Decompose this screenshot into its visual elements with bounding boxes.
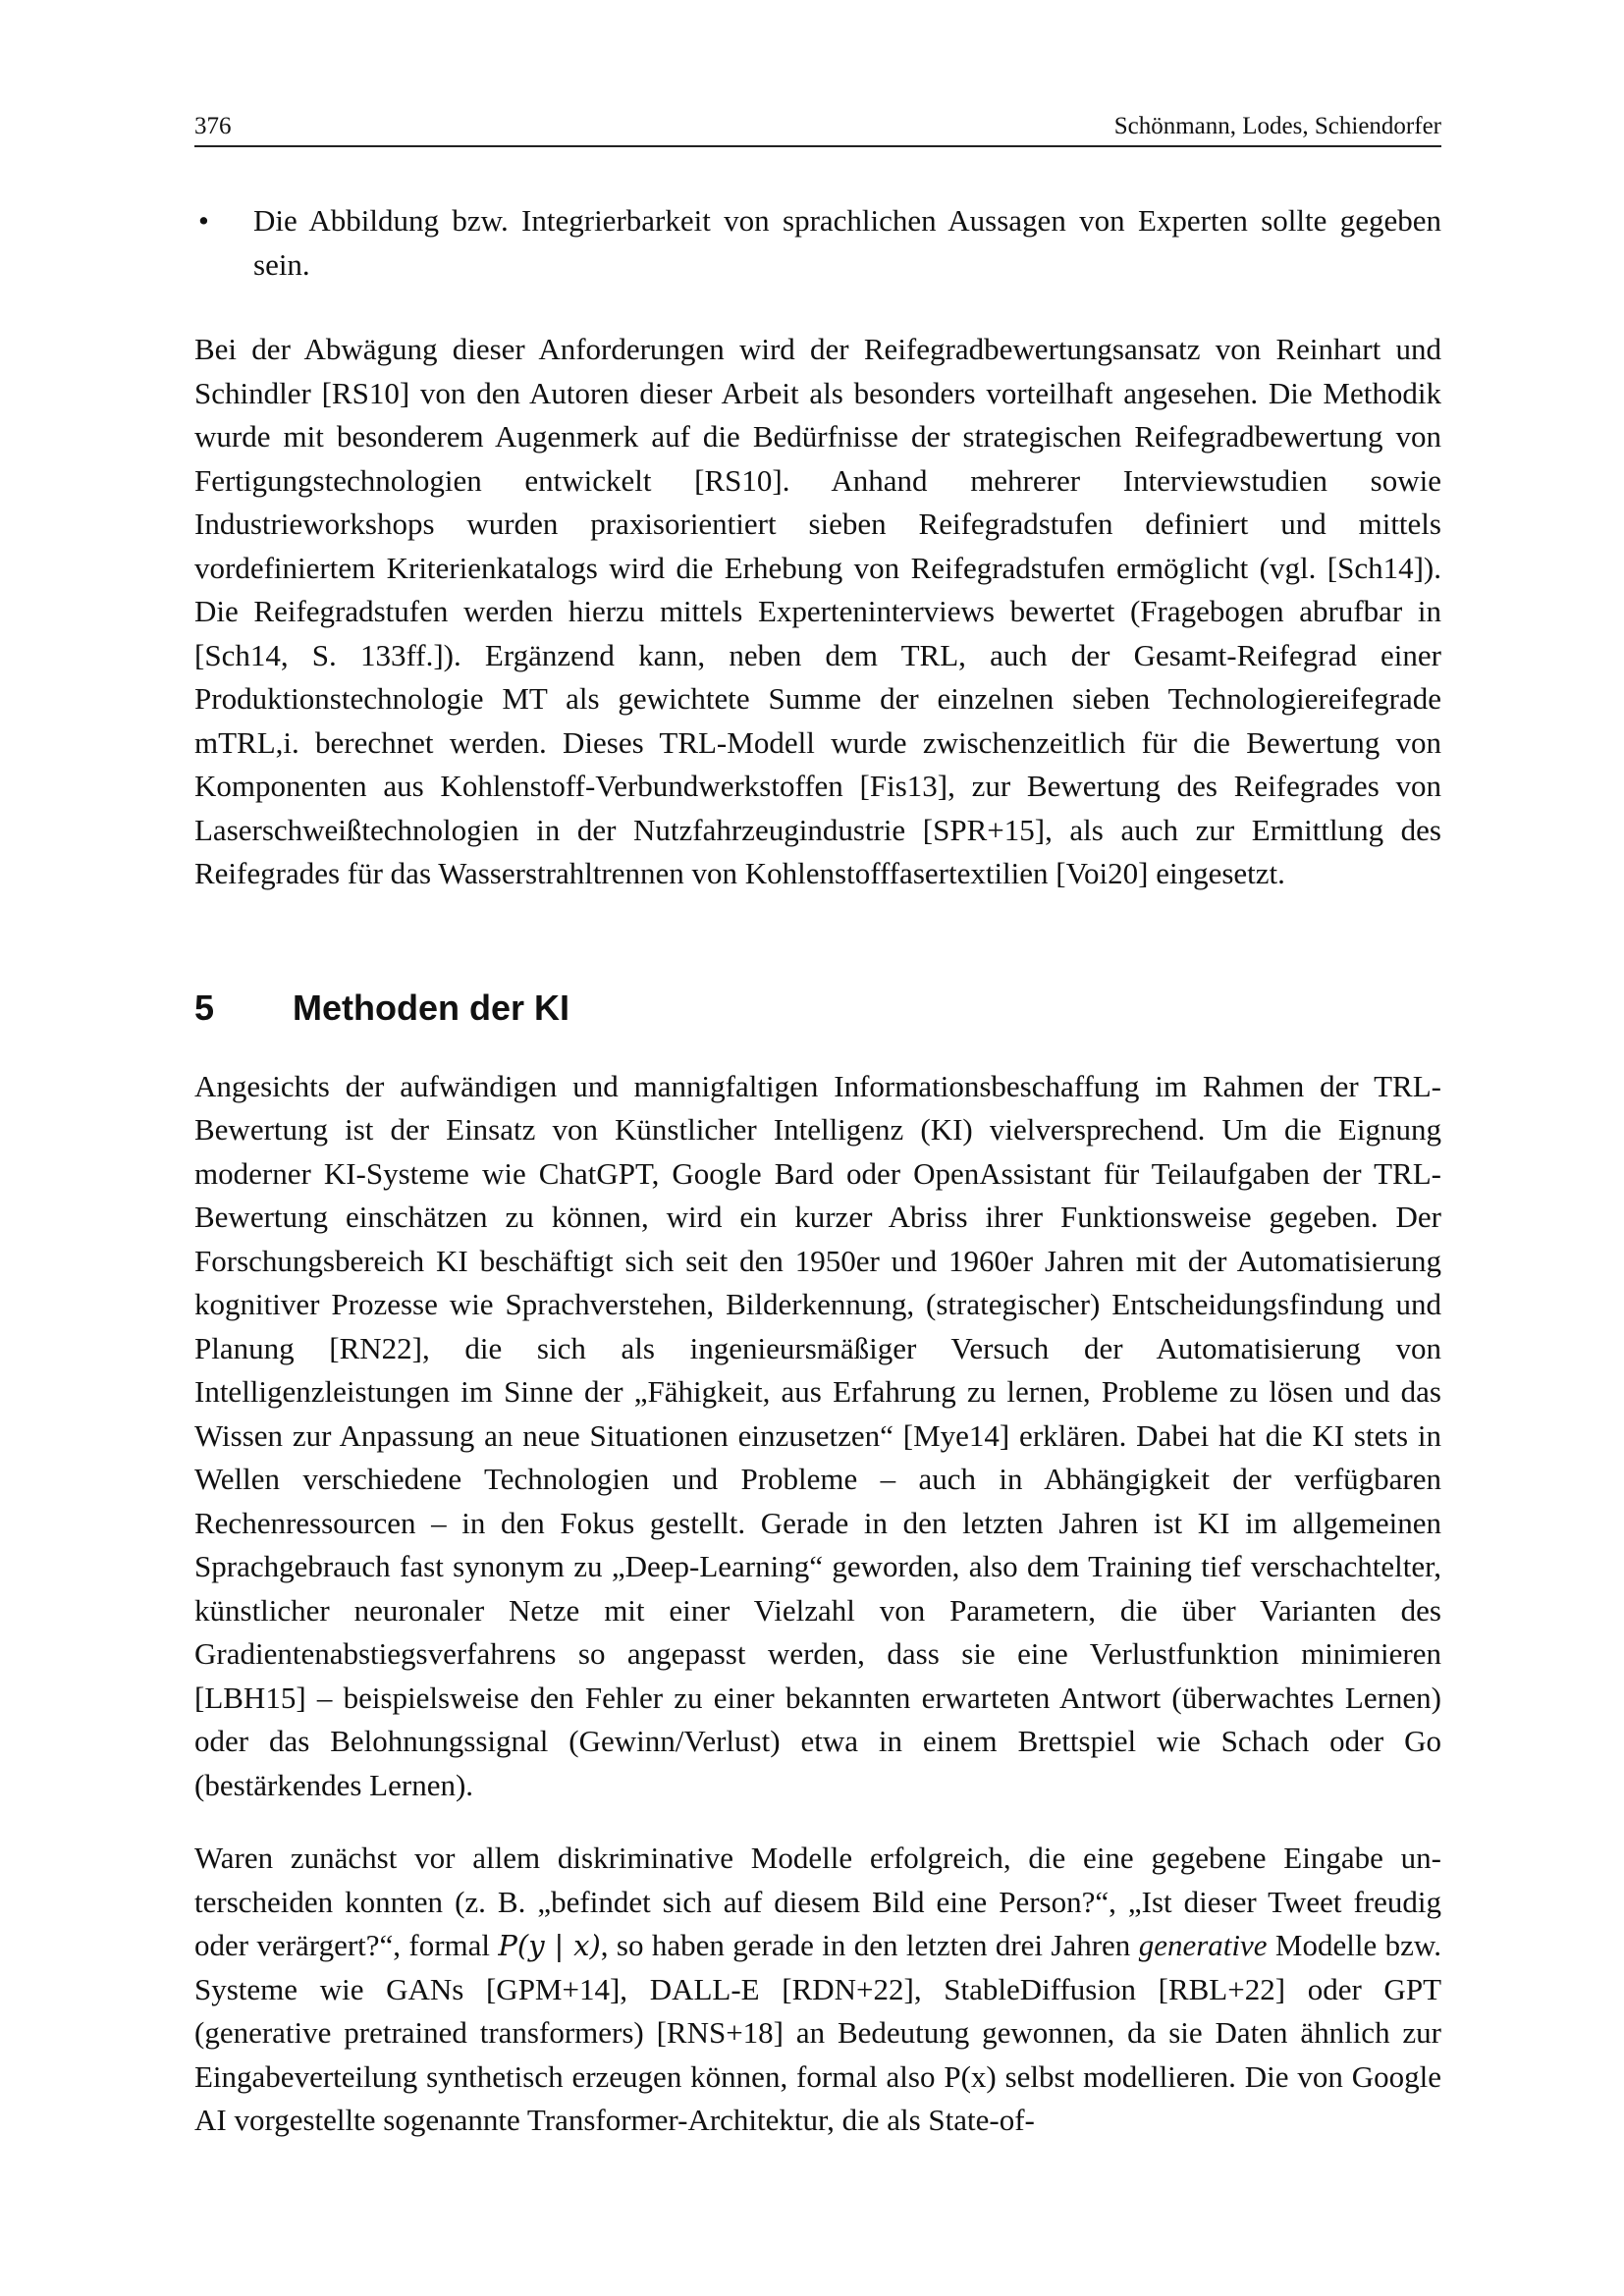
- emphasis-generative: generative: [1138, 1928, 1268, 1962]
- bullet-symbol: •: [198, 203, 209, 238]
- paragraph-part-3: Modelle bzw. Systeme wie GANs [GPM+14], DALL-E [RDN+22], StableDiffusion [RBL+22] oder GPT (generative pretrained transformers) [RNS+18] an Bedeutung gewonnen, da sie Daten ähnlich zur Eingabeverteilung synthetisch erzeugen können, formal also P(x) selbst modellieren. Die von Google AI vorgestellte sogenannte Transformer-Architektur, die als State-of-: [194, 1928, 1441, 2137]
- section-number: 5: [194, 987, 215, 1028]
- page-header: [194, 106, 1441, 147]
- section-heading: [194, 987, 1441, 1030]
- bullet-text: Die Abbildung bzw. Integrierbarkeit von sprachlichen Aussagen von Experten sollte gegeben sein.: [253, 203, 1441, 282]
- running-authors: Schönmann, Lodes, Schiendorfer: [1113, 113, 1441, 139]
- paragraph-trl-model: Bei der Abwägung dieser Anforderungen wird der Reifegradbewertungsansatz von Reinhart und Schindler [RS10] von den Autoren dieser Arbeit als besonders vorteilhaft angesehen. Die Methodik wurde mit besonderem Augenmerk auf die Bedürfnisse der strategischen Reifegradbewertung von Fertigungstechnologien entwickelt [RS10]. Anhand mehrerer Interviewstudien sowie Industrieworkshops wurden praxisorientiert sieben Reifegradstufen definiert und mittels vordefiniertem Kriterienkatalogs wird die Erhebung von Reifegradstufen ermöglicht (vgl. [Sch14]). Die Reifegradstufen werden hierzu mittels Experteninterviews bewertet (Fragebogen abrufbar in [Sch14, S. 133ff.]). Ergänzend kann, neben dem TRL, auch der Gesamt-Reifegrad einer Produktionstechnologie MT als gewichtete Summe der einzelnen sieben Technologiereifegrade mTRL,i. berechnet werden. Dieses TRL-Modell wurde zwischenzeitlich für die Bewertung von Komponenten aus Kohlenstoff-Verbundwerkstoffen [Fis13], zur Bewertung des Reifegrades von Laserschweißtechnologien in der Nutzfahrzeugindustrie [SPR+15], als auch zur Ermittlung des Reifegrades für das Wasserstrahltrennen von Kohlenstofffasertextilien [Voi20] eingesetzt.: [194, 332, 1441, 890]
- formula-conditional-probability: P(y | x): [498, 1929, 601, 1962]
- paragraph-generative-models: [194, 1837, 1441, 2143]
- body-text: [194, 199, 1441, 2143]
- paragraph-ki-intro: Angesichts der aufwändigen und mannigfaltigen Informationsbeschaffung im Rahmen der TRL-Bewertung ist der Einsatz von Künstlicher Intelligenz (KI) vielversprechend. Um die Eignung moderner KI-Systeme wie ChatGPT, Google Bard oder OpenAssistant für Teilaufgaben der TRL-Bewertung einschätzen zu können, wird ein kurzer Abriss ihrer Funktionsweise gegeben. Der Forschungsbereich KI beschäftigt sich seit den 1950er und 1960er Jahren mit der Automatisierung kognitiver Prozesse wie Sprachverstehen, Bilderkennung, (strategischer) Entscheidungsfindung und Planung [RN22], die sich als ingenieursmäßiger Versuch der Automatisierung von Intelligenzleistungen im Sinne der „Fähigkeit, aus Erfahrung zu lernen, Probleme zu lösen und das Wissen zur Anpassung an neue Situationen einzusetzen“ [Mye14] erklären. Dabei hat die KI stets in Wellen verschiedene Technologien und Probleme – auch in Abhängigkeit der verfügbaren Rechenressourcen – in den Fokus gestellt. Gerade in den letzten Jahren ist KI im allgemeinen Sprachgebrauch fast synonym zu „Deep-Learning“ geworden, also dem Training tief verschachtelter, künstlicher neuronaler Netze mit einer Vielzahl von Parametern, die über Varianten des Gradientenabstiegsverfahrens so angepasst werden, dass sie eine Verlustfunktion minimieren [LBH15] – beispielsweise den Fehler zu einer bekannten erwarteten Antwort (überwachtes Lernen) oder das Belohnungssignal (Gewinn/Verlust) etwa in einem Brettspiel wie Schach oder Go (bestärkendes Lernen).: [194, 1068, 1441, 1802]
- page-number: 376: [194, 113, 232, 139]
- paragraph-part-1: Waren zunächst vor allem diskriminative Modelle erfolgreich, die eine gegebene Eingabe unterscheiden konnten (z. B. „befindet sich auf diesem Bild eine Person?“, „Ist dieser Tweet freudig oder verärgert?“, formal: [194, 1841, 1441, 1962]
- section-title: Methoden der KI: [293, 987, 570, 1028]
- bullet-item: [194, 199, 1441, 287]
- paragraph-part-2: , so haben gerade in den letzten drei Jahren: [600, 1928, 1139, 1962]
